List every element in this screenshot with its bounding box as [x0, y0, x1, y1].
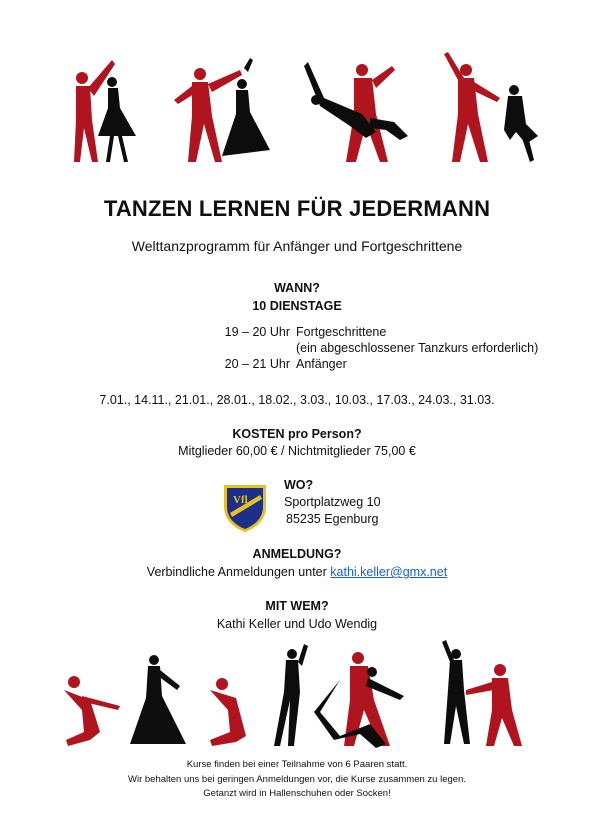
page-subtitle: Welttanzprogramm für Anfänger und Fortgeschrittene [131, 238, 463, 254]
cost-heading: KOSTEN pro Person? [232, 427, 362, 441]
schedule-note-1: (ein abgeschlossener Tanzkurs erforderlich) [296, 341, 539, 355]
schedule-time-1: 19 – 20 Uhr [224, 325, 290, 339]
dance-couple-icon [444, 52, 538, 162]
location-city: 85235 Egenburg [286, 512, 379, 526]
when-heading: WANN? [274, 281, 320, 295]
registration-line [0, 565, 594, 579]
dance-couple-icon [442, 640, 522, 746]
dance-couple-icon [174, 58, 270, 162]
footer-line-2: Wir behalten uns bei geringen Anmeldungen vor, die Kurse zusammen zu legen. [128, 773, 466, 785]
top-dancers-illustration [60, 40, 540, 170]
schedule-time-2: 20 – 21 Uhr [224, 357, 290, 371]
instructors-heading: MIT WEM? [265, 599, 329, 613]
instructors-text: Kathi Keller und Udo Wendig [216, 617, 378, 631]
footer-line-3: Getanzt wird in Hallenschuhen oder Socken! [203, 788, 391, 799]
course-dates: 7.01., 14.11., 21.01., 28.01., 18.02., 3.03., 10.03., 17.03., 24.03., 31.03. [99, 393, 495, 407]
schedule-block [210, 324, 560, 376]
svg-text:Vfl: Vfl [233, 494, 248, 506]
dance-couple-icon [210, 644, 308, 746]
location-block [284, 477, 381, 528]
dance-couple-icon [74, 60, 136, 162]
schedule-level-1: Fortgeschrittene [296, 325, 387, 339]
bottom-dancers-illustration [60, 640, 540, 750]
page-title: TANZEN LERNEN FÜR JEDERMANN [103, 196, 491, 221]
club-crest-icon [222, 483, 268, 533]
dance-couple-icon [304, 62, 408, 162]
footer-notes [0, 758, 594, 802]
course-days: 10 DIENSTAGE [252, 299, 342, 313]
schedule-level-2: Anfänger [296, 357, 347, 371]
registration-email-link[interactable]: kathi.keller@gmx.net [330, 565, 448, 579]
location-street: Sportplatzweg 10 [284, 495, 381, 509]
where-heading: WO? [284, 478, 314, 492]
registration-text: Verbindliche Anmeldungen unter [146, 565, 327, 579]
footer-line-1: Kurse finden bei einer Teilnahme von 6 Paaren statt. [186, 759, 408, 770]
dance-couple-icon [64, 655, 186, 746]
dance-couple-icon [314, 652, 404, 748]
cost-text: Mitglieder 60,00 € / Nichtmitglieder 75,00 € [178, 444, 416, 458]
registration-heading: ANMELDUNG? [252, 547, 342, 561]
